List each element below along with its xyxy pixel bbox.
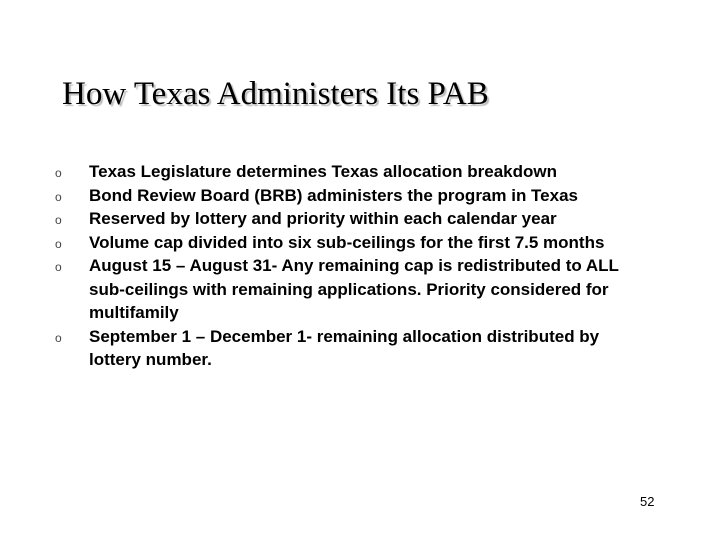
page-number: 52 (640, 494, 655, 509)
bullet-circle-icon: o (55, 260, 62, 274)
bullet-text: Texas Legislature determines Texas allocation breakdown (89, 162, 557, 181)
bullet-circle-icon: o (55, 330, 62, 345)
bullet-text: August 15 – August 31- Any remaining cap is redistributed to ALL sub-ceilings with remaining applications. Priority considered for multifamily (89, 256, 619, 322)
bullet-item (55, 231, 655, 255)
bullet-circle-icon: o (55, 166, 62, 180)
bullet-item (55, 325, 655, 372)
bullet-text: Reserved by lottery and priority within each calendar year (89, 209, 557, 228)
bullet-circle-icon: o (55, 189, 62, 204)
bullet-item (55, 207, 655, 231)
bullet-circle-icon: o (55, 236, 62, 251)
bullet-item (55, 254, 655, 325)
bullet-circle-icon: o (55, 213, 62, 227)
bullet-item (55, 160, 655, 184)
slide-title: How Texas Administers Its PAB (62, 76, 489, 112)
bullet-text: Bond Review Board (BRB) administers the program in Texas (89, 185, 578, 205)
bullet-text: September 1 – December 1- remaining allocation distributed by lottery number. (89, 326, 600, 369)
bullet-list (55, 160, 655, 372)
bullet-item (55, 184, 655, 208)
bullet-text: Volume cap divided into six sub-ceilings for the first 7.5 months (89, 232, 605, 252)
